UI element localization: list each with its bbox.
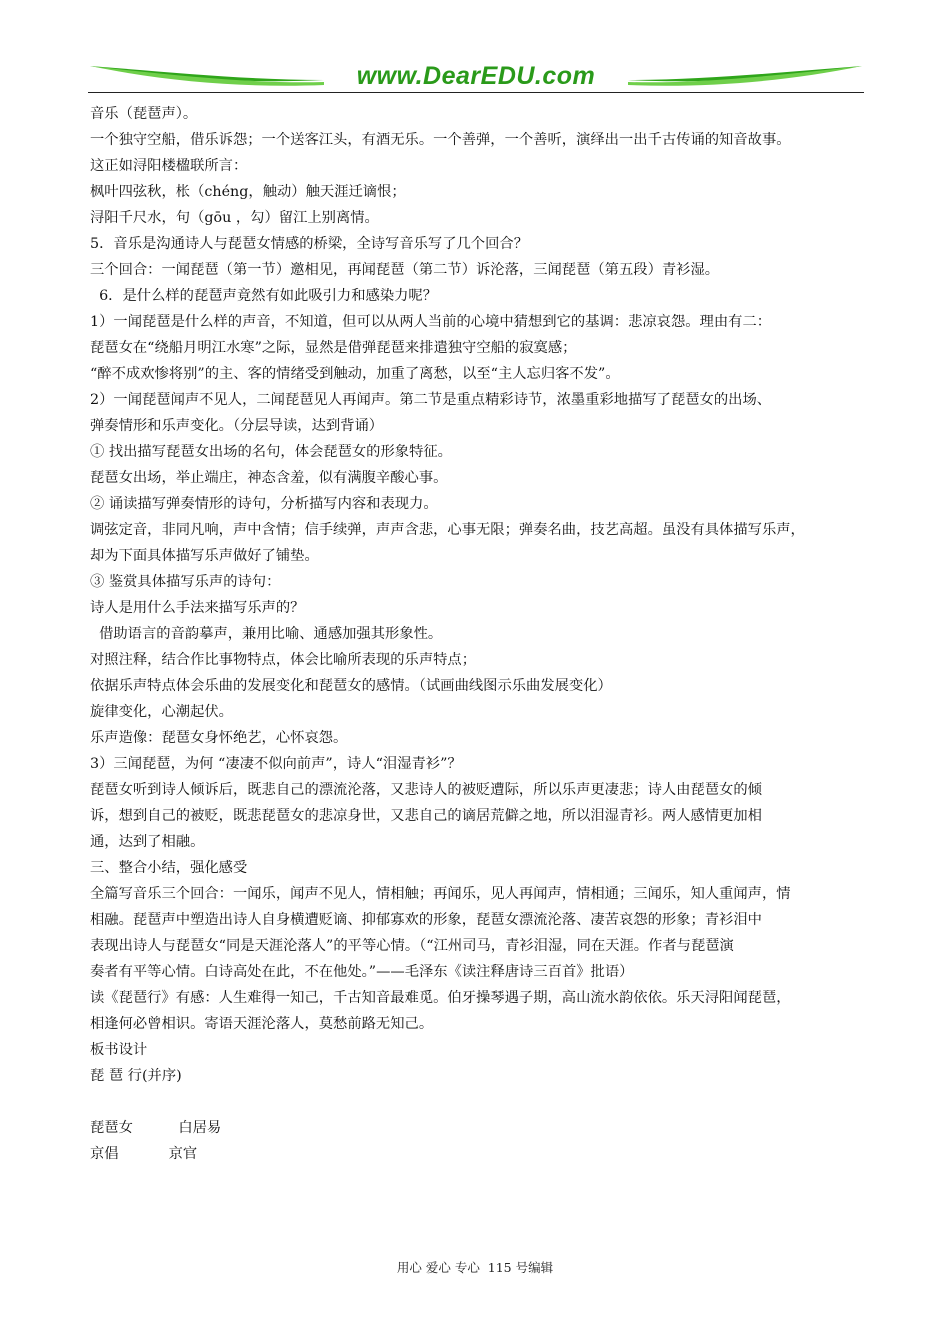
paragraph: 6．是什么样的琵琶声竟然有如此吸引力和感染力呢？ — [90, 288, 438, 304]
paragraph: 乐声造像：琵琶女身怀绝艺，心怀哀怨。 — [90, 730, 348, 746]
section-heading: 三、整合小结，强化感受 — [90, 860, 248, 876]
page-header — [88, 58, 864, 98]
paragraph: 琵琶女听到诗人倾诉后，既悲自己的漂流沦落，又悲诗人的被贬遭际，所以乐声更凄悲；诗人由琵琶女的倾 — [90, 782, 762, 798]
paragraph: 诉，想到自己的被贬，既悲琵琶女的悲凉身世，又悲自己的谪居荒僻之地，所以泪湿青衫。两人感情更加相 — [90, 808, 762, 824]
paragraph: 表现出诗人与琵琶女“同是天涯沦落人”的平等心情。（“江州司马，青衫泪湿，同在天涯。作者与琵琶演 — [90, 938, 734, 954]
paragraph: 三个回合：一闻琵琶（第一节）邀相见，再闻琵琶（第二节）诉沦落，三闻琵琶（第五段）青衫湿。 — [90, 262, 720, 278]
board-line: 京倡 京官 — [90, 1146, 198, 1162]
paragraph: 琵琶女出场，举止端庄，神态含羞，似有满腹辛酸心事。 — [90, 470, 448, 486]
paragraph: 读《琵琶行》有感：人生难得一知己，千古知音最难觅。伯牙操琴遇子期，高山流水韵依依。乐天浔阳闻琵琶， — [90, 990, 791, 1006]
paragraph: 诗人是用什么手法来描写乐声的？ — [90, 600, 305, 616]
paragraph: 通，达到了相融。 — [90, 834, 205, 850]
paragraph: 2）一闻琵琶闻声不见人，二闻琵琶见人再闻声。第二节是重点精彩诗节，浓墨重彩地描写了琵琶女的出场、 — [90, 392, 772, 408]
paragraph: 5．音乐是沟通诗人与琵琶女情感的桥梁，全诗写音乐写了几个回合？ — [90, 236, 528, 252]
paragraph: ② 诵读描写弹奏情形的诗句，分析描写内容和表现力。 — [90, 496, 438, 512]
paragraph: 音乐（琵琶声）。 — [90, 106, 198, 122]
site-logo: www.DearEDU.com — [356, 62, 596, 90]
section-heading: 板书设计 — [90, 1042, 148, 1058]
board-title: 琵 琶 行(并序) — [90, 1068, 182, 1084]
paragraph: 全篇写音乐三个回合：一闻乐，闻声不见人，情相触；再闻乐，见人再闻声，情相通；三闻乐，知人重闻声，情 — [90, 886, 791, 902]
paragraph: 相逢何必曾相识。寄语天涯沦落人，莫愁前路无知己。 — [90, 1016, 434, 1032]
paragraph: 旋律变化，心潮起伏。 — [90, 704, 233, 720]
blank-line — [90, 1089, 865, 1115]
paragraph: 却为下面具体描写乐声做好了铺垫。 — [90, 548, 319, 564]
board-line: 琵琶女 白居易 — [90, 1120, 222, 1136]
paragraph: 对照注释，结合作比事物特点，体会比喻所表现的乐声特点； — [90, 652, 477, 668]
paragraph: “醉不成欢惨将别”的主、客的情绪受到触动，加重了离愁，以至“主人忘归客不发”。 — [90, 366, 620, 382]
paragraph: 浔阳千尺水，句（gōu ，勾）留江上别离情。 — [90, 210, 379, 226]
paragraph: 1）一闻琵琶是什么样的声音，不知道，但可以从两人当前的心境中猜想到它的基调：悲凉哀怨。理由有二： — [90, 314, 772, 330]
paragraph: 弹奏情形和乐声变化。（分层导读，达到背诵） — [90, 418, 384, 434]
paragraph: 借助语言的音韵摹声，兼用比喻、通感加强其形象性。 — [90, 626, 443, 642]
paragraph: 琵琶女在“绕船月明江水寒”之际，显然是借弹琵琶来排遣独守空船的寂寞感； — [90, 340, 577, 356]
paragraph: 枫叶四弦秋，枨（chéng，触动）触天涯迁谪恨； — [90, 184, 406, 200]
page-footer: 用心 爱心 专心 115 号编辑 — [396, 1260, 554, 1275]
paragraph: 依据乐声特点体会乐曲的发展变化和琵琶女的感情。（试画曲线图示乐曲发展变化） — [90, 678, 612, 694]
document-body — [90, 101, 865, 1167]
paragraph: ① 找出描写琵琶女出场的名句，体会琵琶女的形象特征。 — [90, 444, 452, 460]
paragraph: 一个独守空船，借乐诉怨；一个送客江头，有酒无乐。一个善弹，一个善听，演绎出一出千古传诵的知音故事。 — [90, 132, 791, 148]
header-rule — [88, 92, 864, 93]
paragraph: 相融。琵琶声中塑造出诗人自身横遭贬谪、抑郁寡欢的形象，琵琶女漂流沦落、凄苦哀怨的形象；青衫泪中 — [90, 912, 762, 928]
paragraph: 这正如浔阳楼楹联所言： — [90, 158, 248, 174]
paragraph: ③ 鉴赏具体描写乐声的诗句： — [90, 574, 281, 590]
paragraph: 调弦定音，非同凡响，声中含情；信手续弹，声声含悲，心事无限；弹奏名曲，技艺高超。虽没有具体描写乐声， — [90, 522, 805, 538]
paragraph: 3）三闻琵琶，为何 “凄凄不似向前声”，诗人“泪湿青衫”？ — [90, 756, 462, 772]
paragraph: 奏者有平等心情。白诗高处在此，不在他处。”——毛泽东《读注释唐诗三百首》批语） — [90, 964, 634, 980]
